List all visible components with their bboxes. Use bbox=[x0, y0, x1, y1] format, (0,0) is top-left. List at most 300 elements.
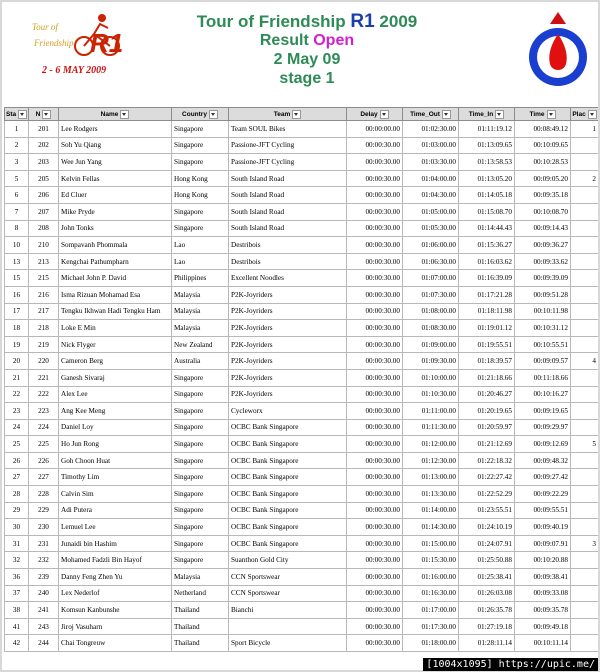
time-out-cell: 01:17:30.00 bbox=[403, 618, 459, 635]
name-cell: Kelvin Fellas bbox=[59, 170, 172, 187]
start-cell: 32 bbox=[5, 552, 29, 569]
filter-dropdown-icon[interactable] bbox=[547, 110, 556, 119]
number-cell: 241 bbox=[29, 602, 59, 619]
place-cell: 3 bbox=[571, 535, 599, 552]
team-cell: P2K-Joyriders bbox=[229, 369, 347, 386]
time-out-cell: 01:07:00.00 bbox=[403, 270, 459, 287]
number-cell: 213 bbox=[29, 253, 59, 270]
table-row bbox=[5, 419, 599, 436]
time-in-cell: 01:16:39.09 bbox=[459, 270, 515, 287]
time-in-cell: 01:22:52.29 bbox=[459, 486, 515, 503]
start-cell: 24 bbox=[5, 419, 29, 436]
start-cell: 20 bbox=[5, 353, 29, 370]
country-cell: Singapore bbox=[172, 154, 229, 171]
column-header-label: Team bbox=[273, 110, 291, 118]
number-cell: 201 bbox=[29, 121, 59, 138]
logo-mark: R1 bbox=[90, 28, 124, 58]
delay-cell: 00:00:30.00 bbox=[347, 486, 403, 503]
team-cell: OCBC Bank Singapore bbox=[229, 519, 347, 536]
table-row bbox=[5, 320, 599, 337]
time-in-cell: 01:13:58.53 bbox=[459, 154, 515, 171]
time-out-cell: 01:10:00.00 bbox=[403, 369, 459, 386]
title-year: 2009 bbox=[379, 12, 418, 31]
team-cell: Cycleworx bbox=[229, 403, 347, 420]
delay-cell: 00:00:30.00 bbox=[347, 303, 403, 320]
title-block bbox=[152, 12, 462, 88]
start-cell: 10 bbox=[5, 237, 29, 254]
country-cell: Lao bbox=[172, 237, 229, 254]
name-cell: Isma Rizuan Mohamad Esa bbox=[59, 286, 172, 303]
country-cell: Singapore bbox=[172, 386, 229, 403]
time-in-cell: 01:26:35.78 bbox=[459, 602, 515, 619]
place-cell bbox=[571, 237, 599, 254]
time-cell: 00:10:28.53 bbox=[515, 154, 571, 171]
time-in-cell: 01:26:03.08 bbox=[459, 585, 515, 602]
place-cell bbox=[571, 320, 599, 337]
number-cell: 227 bbox=[29, 469, 59, 486]
team-cell: P2K-Joyriders bbox=[229, 303, 347, 320]
time-out-cell: 01:11:30.00 bbox=[403, 419, 459, 436]
time-out-cell: 01:09:30.00 bbox=[403, 353, 459, 370]
number-cell: 228 bbox=[29, 486, 59, 503]
country-cell: Hong Kong bbox=[172, 170, 229, 187]
start-cell: 37 bbox=[5, 585, 29, 602]
table-row bbox=[5, 303, 599, 320]
number-cell: 208 bbox=[29, 220, 59, 237]
time-out-cell: 01:03:00.00 bbox=[403, 137, 459, 154]
time-out-cell: 01:14:00.00 bbox=[403, 502, 459, 519]
delay-cell: 00:00:30.00 bbox=[347, 286, 403, 303]
time-out-cell: 01:04:00.00 bbox=[403, 170, 459, 187]
time-in-cell: 01:13:05.20 bbox=[459, 170, 515, 187]
country-cell: Singapore bbox=[172, 203, 229, 220]
time-out-cell: 01:03:30.00 bbox=[403, 154, 459, 171]
time-cell: 00:09:48.32 bbox=[515, 452, 571, 469]
team-cell: CCN Sportswear bbox=[229, 569, 347, 586]
start-cell: 38 bbox=[5, 602, 29, 619]
country-cell: Singapore bbox=[172, 519, 229, 536]
country-cell: Singapore bbox=[172, 486, 229, 503]
filter-dropdown-icon[interactable] bbox=[442, 110, 451, 119]
logo-line2: Friendship bbox=[34, 38, 74, 48]
country-cell: Hong Kong bbox=[172, 187, 229, 204]
time-out-cell: 01:12:00.00 bbox=[403, 436, 459, 453]
time-cell: 00:09:55.51 bbox=[515, 502, 571, 519]
country-cell: Singapore bbox=[172, 403, 229, 420]
time-out-cell: 01:06:30.00 bbox=[403, 253, 459, 270]
country-cell: Singapore bbox=[172, 469, 229, 486]
time-out-cell: 01:11:00.00 bbox=[403, 403, 459, 420]
table-row bbox=[5, 203, 599, 220]
start-cell: 15 bbox=[5, 270, 29, 287]
filter-dropdown-icon[interactable] bbox=[380, 110, 389, 119]
column-header-label: Name bbox=[100, 110, 119, 118]
delay-cell: 00:00:30.00 bbox=[347, 203, 403, 220]
name-cell: Alex Lee bbox=[59, 386, 172, 403]
table-row bbox=[5, 519, 599, 536]
table-row bbox=[5, 187, 599, 204]
start-cell: 21 bbox=[5, 369, 29, 386]
place-cell bbox=[571, 569, 599, 586]
team-cell: South Island Road bbox=[229, 203, 347, 220]
time-cell: 00:09:19.65 bbox=[515, 403, 571, 420]
time-cell: 00:10:11.98 bbox=[515, 303, 571, 320]
time-in-cell: 01:16:03.62 bbox=[459, 253, 515, 270]
country-cell: Australia bbox=[172, 353, 229, 370]
event-title bbox=[152, 12, 462, 31]
country-cell: Singapore bbox=[172, 369, 229, 386]
title-r1: R1 bbox=[350, 11, 375, 32]
table-row bbox=[5, 386, 599, 403]
time-out-cell: 01:13:30.00 bbox=[403, 486, 459, 503]
column-header-plac[interactable] bbox=[571, 108, 599, 121]
race-date: 2 May 09 bbox=[273, 51, 341, 68]
column-header-time-in[interactable] bbox=[459, 108, 515, 121]
table-row bbox=[5, 618, 599, 635]
place-cell bbox=[571, 220, 599, 237]
start-cell: 17 bbox=[5, 303, 29, 320]
delay-cell: 00:00:30.00 bbox=[347, 137, 403, 154]
name-cell: Komsun Kanbunshe bbox=[59, 602, 172, 619]
table-row bbox=[5, 353, 599, 370]
start-cell: 16 bbox=[5, 286, 29, 303]
number-cell: 215 bbox=[29, 270, 59, 287]
time-in-cell: 01:27:19.18 bbox=[459, 618, 515, 635]
name-cell: Goh Choon Huat bbox=[59, 452, 172, 469]
place-cell bbox=[571, 618, 599, 635]
delay-cell: 00:00:30.00 bbox=[347, 419, 403, 436]
time-in-cell: 01:19:55.51 bbox=[459, 336, 515, 353]
place-cell: 5 bbox=[571, 436, 599, 453]
place-cell bbox=[571, 137, 599, 154]
place-cell bbox=[571, 336, 599, 353]
place-cell bbox=[571, 486, 599, 503]
name-cell: Wee Jun Yang bbox=[59, 154, 172, 171]
number-cell: 219 bbox=[29, 336, 59, 353]
place-cell bbox=[571, 203, 599, 220]
name-cell: Junaidi bin Hashim bbox=[59, 535, 172, 552]
start-cell: 2 bbox=[5, 137, 29, 154]
result-label: Result bbox=[259, 32, 309, 49]
name-cell: Loke E Min bbox=[59, 320, 172, 337]
start-cell: 6 bbox=[5, 187, 29, 204]
team-cell: Sport Bicycle bbox=[229, 635, 347, 652]
time-in-cell: 01:25:50.88 bbox=[459, 552, 515, 569]
time-out-cell: 01:04:30.00 bbox=[403, 187, 459, 204]
time-out-cell: 01:15:00.00 bbox=[403, 535, 459, 552]
table-body bbox=[5, 121, 599, 652]
time-cell: 00:09:33.08 bbox=[515, 585, 571, 602]
country-cell: Lao bbox=[172, 253, 229, 270]
delay-cell: 00:00:30.00 bbox=[347, 403, 403, 420]
place-cell bbox=[571, 403, 599, 420]
country-cell: Singapore bbox=[172, 220, 229, 237]
country-cell: Singapore bbox=[172, 436, 229, 453]
time-in-cell: 01:14:44.43 bbox=[459, 220, 515, 237]
column-header-label: Time_In bbox=[468, 110, 494, 118]
name-cell: Adi Putera bbox=[59, 502, 172, 519]
country-cell: Malaysia bbox=[172, 286, 229, 303]
table-row bbox=[5, 452, 599, 469]
time-in-cell: 01:22:27.42 bbox=[459, 469, 515, 486]
team-cell: P2K-Joyriders bbox=[229, 336, 347, 353]
number-cell: 220 bbox=[29, 353, 59, 370]
table-row bbox=[5, 486, 599, 503]
filter-dropdown-icon[interactable] bbox=[18, 110, 27, 119]
time-cell: 00:09:07.91 bbox=[515, 535, 571, 552]
name-cell: Lemuel Lee bbox=[59, 519, 172, 536]
start-cell: 7 bbox=[5, 203, 29, 220]
start-cell: 31 bbox=[5, 535, 29, 552]
time-cell: 00:09:05.20 bbox=[515, 170, 571, 187]
time-in-cell: 01:23:55.51 bbox=[459, 502, 515, 519]
result-line bbox=[152, 31, 462, 50]
column-header-label: Plac bbox=[572, 110, 586, 118]
name-cell: Michael John P. David bbox=[59, 270, 172, 287]
place-cell bbox=[571, 253, 599, 270]
delay-cell: 00:00:30.00 bbox=[347, 187, 403, 204]
delay-cell: 00:00:30.00 bbox=[347, 502, 403, 519]
country-cell: Singapore bbox=[172, 535, 229, 552]
name-cell: Ganesh Sivaraj bbox=[59, 369, 172, 386]
name-cell: Calvin Sim bbox=[59, 486, 172, 503]
time-out-cell: 01:02:30.00 bbox=[403, 121, 459, 138]
time-in-cell: 01:17:21.28 bbox=[459, 286, 515, 303]
delay-cell: 00:00:30.00 bbox=[347, 618, 403, 635]
country-cell: Philippines bbox=[172, 270, 229, 287]
time-in-cell: 01:21:12.69 bbox=[459, 436, 515, 453]
header bbox=[2, 2, 598, 105]
start-cell: 30 bbox=[5, 519, 29, 536]
column-header-label: N bbox=[35, 110, 41, 118]
place-cell: 1 bbox=[571, 121, 599, 138]
team-cell: Suanthon Gold City bbox=[229, 552, 347, 569]
table-row bbox=[5, 436, 599, 453]
start-cell: 27 bbox=[5, 469, 29, 486]
time-cell: 00:09:49.18 bbox=[515, 618, 571, 635]
delay-cell: 00:00:30.00 bbox=[347, 270, 403, 287]
start-cell: 41 bbox=[5, 618, 29, 635]
place-cell bbox=[571, 386, 599, 403]
country-cell: Singapore bbox=[172, 502, 229, 519]
time-cell: 00:09:35.78 bbox=[515, 602, 571, 619]
name-cell: Lee Rodgers bbox=[59, 121, 172, 138]
column-header-name[interactable] bbox=[59, 108, 172, 121]
place-cell bbox=[571, 187, 599, 204]
number-cell: 217 bbox=[29, 303, 59, 320]
delay-cell: 00:00:30.00 bbox=[347, 569, 403, 586]
name-cell: Cameron Berg bbox=[59, 353, 172, 370]
delay-cell: 00:00:30.00 bbox=[347, 452, 403, 469]
time-in-cell: 01:24:10.19 bbox=[459, 519, 515, 536]
time-in-cell: 01:14:05.18 bbox=[459, 187, 515, 204]
number-cell: 225 bbox=[29, 436, 59, 453]
team-cell: Destribois bbox=[229, 253, 347, 270]
delay-cell: 00:00:30.00 bbox=[347, 369, 403, 386]
start-cell: 36 bbox=[5, 569, 29, 586]
number-cell: 243 bbox=[29, 618, 59, 635]
time-out-cell: 01:15:30.00 bbox=[403, 552, 459, 569]
number-cell: 229 bbox=[29, 502, 59, 519]
team-cell: CCN Sportswear bbox=[229, 585, 347, 602]
number-cell: 205 bbox=[29, 170, 59, 187]
place-cell bbox=[571, 552, 599, 569]
filter-dropdown-icon[interactable] bbox=[42, 110, 51, 119]
number-cell: 244 bbox=[29, 635, 59, 652]
team-cell: South Island Road bbox=[229, 220, 347, 237]
name-cell: Sompavanh Phommala bbox=[59, 237, 172, 254]
watermark: [1004x1095] https://upic.me/ bbox=[423, 658, 598, 671]
delay-cell: 00:00:30.00 bbox=[347, 552, 403, 569]
time-cell: 00:10:31.12 bbox=[515, 320, 571, 337]
time-in-cell: 01:24:07.91 bbox=[459, 535, 515, 552]
time-cell: 00:10:08.70 bbox=[515, 203, 571, 220]
column-header-team[interactable] bbox=[229, 108, 347, 121]
number-cell: 230 bbox=[29, 519, 59, 536]
number-cell: 231 bbox=[29, 535, 59, 552]
table-row bbox=[5, 220, 599, 237]
time-in-cell: 01:18:39.57 bbox=[459, 353, 515, 370]
results-table bbox=[4, 107, 598, 652]
place-cell bbox=[571, 452, 599, 469]
filter-dropdown-icon[interactable] bbox=[588, 110, 597, 119]
team-cell: OCBC Bank Singapore bbox=[229, 419, 347, 436]
time-out-cell: 01:17:00.00 bbox=[403, 602, 459, 619]
place-cell bbox=[571, 602, 599, 619]
table-row bbox=[5, 286, 599, 303]
name-cell: Jiroj Vasuharn bbox=[59, 618, 172, 635]
team-cell bbox=[229, 618, 347, 635]
result-sheet bbox=[2, 2, 598, 670]
time-out-cell: 01:06:00.00 bbox=[403, 237, 459, 254]
table-row bbox=[5, 585, 599, 602]
table-row bbox=[5, 569, 599, 586]
column-header-label: Time bbox=[529, 110, 545, 118]
team-cell: OCBC Bank Singapore bbox=[229, 535, 347, 552]
column-header-n[interactable] bbox=[29, 108, 59, 121]
name-cell: Ang Kee Meng bbox=[59, 403, 172, 420]
time-in-cell: 01:15:36.27 bbox=[459, 237, 515, 254]
start-cell: 3 bbox=[5, 154, 29, 171]
time-in-cell: 01:18:11.98 bbox=[459, 303, 515, 320]
number-cell: 224 bbox=[29, 419, 59, 436]
team-cell: OCBC Bank Singapore bbox=[229, 502, 347, 519]
column-header-time[interactable] bbox=[515, 108, 571, 121]
place-cell bbox=[571, 519, 599, 536]
table-row bbox=[5, 253, 599, 270]
table-row bbox=[5, 469, 599, 486]
column-header-delay[interactable] bbox=[347, 108, 403, 121]
time-in-cell: 01:11:19.12 bbox=[459, 121, 515, 138]
column-header-time-out[interactable] bbox=[403, 108, 459, 121]
start-cell: 23 bbox=[5, 403, 29, 420]
time-in-cell: 01:20:59.97 bbox=[459, 419, 515, 436]
time-cell: 00:10:20.88 bbox=[515, 552, 571, 569]
number-cell: 206 bbox=[29, 187, 59, 204]
table-row bbox=[5, 137, 599, 154]
number-cell: 226 bbox=[29, 452, 59, 469]
logo-line1: Tour of bbox=[32, 22, 58, 32]
name-cell: Kengchai Pathumpharn bbox=[59, 253, 172, 270]
sponsor-logo-icon bbox=[528, 10, 588, 90]
time-out-cell: 01:16:30.00 bbox=[403, 585, 459, 602]
team-cell: P2K-Joyriders bbox=[229, 386, 347, 403]
delay-cell: 00:00:30.00 bbox=[347, 386, 403, 403]
delay-cell: 00:00:00.00 bbox=[347, 121, 403, 138]
name-cell: Chai Tongreuw bbox=[59, 635, 172, 652]
number-cell: 210 bbox=[29, 237, 59, 254]
country-cell: Netherland bbox=[172, 585, 229, 602]
table-row bbox=[5, 270, 599, 287]
country-cell: Singapore bbox=[172, 121, 229, 138]
time-cell: 00:10:11.14 bbox=[515, 635, 571, 652]
time-cell: 00:09:12.69 bbox=[515, 436, 571, 453]
time-out-cell: 01:12:30.00 bbox=[403, 452, 459, 469]
time-in-cell: 01:22:18.32 bbox=[459, 452, 515, 469]
place-cell bbox=[571, 303, 599, 320]
table-row bbox=[5, 336, 599, 353]
number-cell: 221 bbox=[29, 369, 59, 386]
delay-cell: 00:00:30.00 bbox=[347, 320, 403, 337]
number-cell: 218 bbox=[29, 320, 59, 337]
name-cell: Ho Jun Rong bbox=[59, 436, 172, 453]
time-cell: 00:08:49.12 bbox=[515, 121, 571, 138]
team-cell: South Island Road bbox=[229, 187, 347, 204]
start-cell: 5 bbox=[5, 170, 29, 187]
time-cell: 00:09:35.18 bbox=[515, 187, 571, 204]
filter-dropdown-icon[interactable] bbox=[120, 110, 129, 119]
time-cell: 00:09:36.27 bbox=[515, 237, 571, 254]
start-cell: 22 bbox=[5, 386, 29, 403]
team-cell: P2K-Joyriders bbox=[229, 353, 347, 370]
filter-dropdown-icon[interactable] bbox=[495, 110, 504, 119]
place-cell bbox=[571, 369, 599, 386]
column-header-label: Sta bbox=[6, 110, 17, 118]
table-row bbox=[5, 237, 599, 254]
time-in-cell: 01:13:09.65 bbox=[459, 137, 515, 154]
header-row bbox=[5, 108, 599, 121]
filter-dropdown-icon[interactable] bbox=[209, 110, 218, 119]
country-cell: Malaysia bbox=[172, 303, 229, 320]
time-cell: 00:09:40.19 bbox=[515, 519, 571, 536]
column-header-country[interactable] bbox=[172, 108, 229, 121]
time-out-cell: 01:07:30.00 bbox=[403, 286, 459, 303]
number-cell: 222 bbox=[29, 386, 59, 403]
name-cell: John Tonks bbox=[59, 220, 172, 237]
country-cell: Singapore bbox=[172, 552, 229, 569]
event-logo bbox=[32, 10, 127, 80]
time-cell: 00:10:09.65 bbox=[515, 137, 571, 154]
number-cell: 216 bbox=[29, 286, 59, 303]
time-out-cell: 01:08:30.00 bbox=[403, 320, 459, 337]
table-row bbox=[5, 502, 599, 519]
delay-cell: 00:00:30.00 bbox=[347, 436, 403, 453]
table-row bbox=[5, 121, 599, 138]
time-in-cell: 01:19:01.12 bbox=[459, 320, 515, 337]
filter-dropdown-icon[interactable] bbox=[292, 110, 301, 119]
country-cell: Singapore bbox=[172, 452, 229, 469]
name-cell: Mike Pryde bbox=[59, 203, 172, 220]
time-cell: 00:09:22.29 bbox=[515, 486, 571, 503]
place-cell bbox=[571, 635, 599, 652]
team-cell: OCBC Bank Singapore bbox=[229, 486, 347, 503]
number-cell: 202 bbox=[29, 137, 59, 154]
time-cell: 00:09:38.41 bbox=[515, 569, 571, 586]
time-cell: 00:09:14.43 bbox=[515, 220, 571, 237]
delay-cell: 00:00:30.00 bbox=[347, 336, 403, 353]
column-header-sta[interactable] bbox=[5, 108, 29, 121]
start-cell: 26 bbox=[5, 452, 29, 469]
